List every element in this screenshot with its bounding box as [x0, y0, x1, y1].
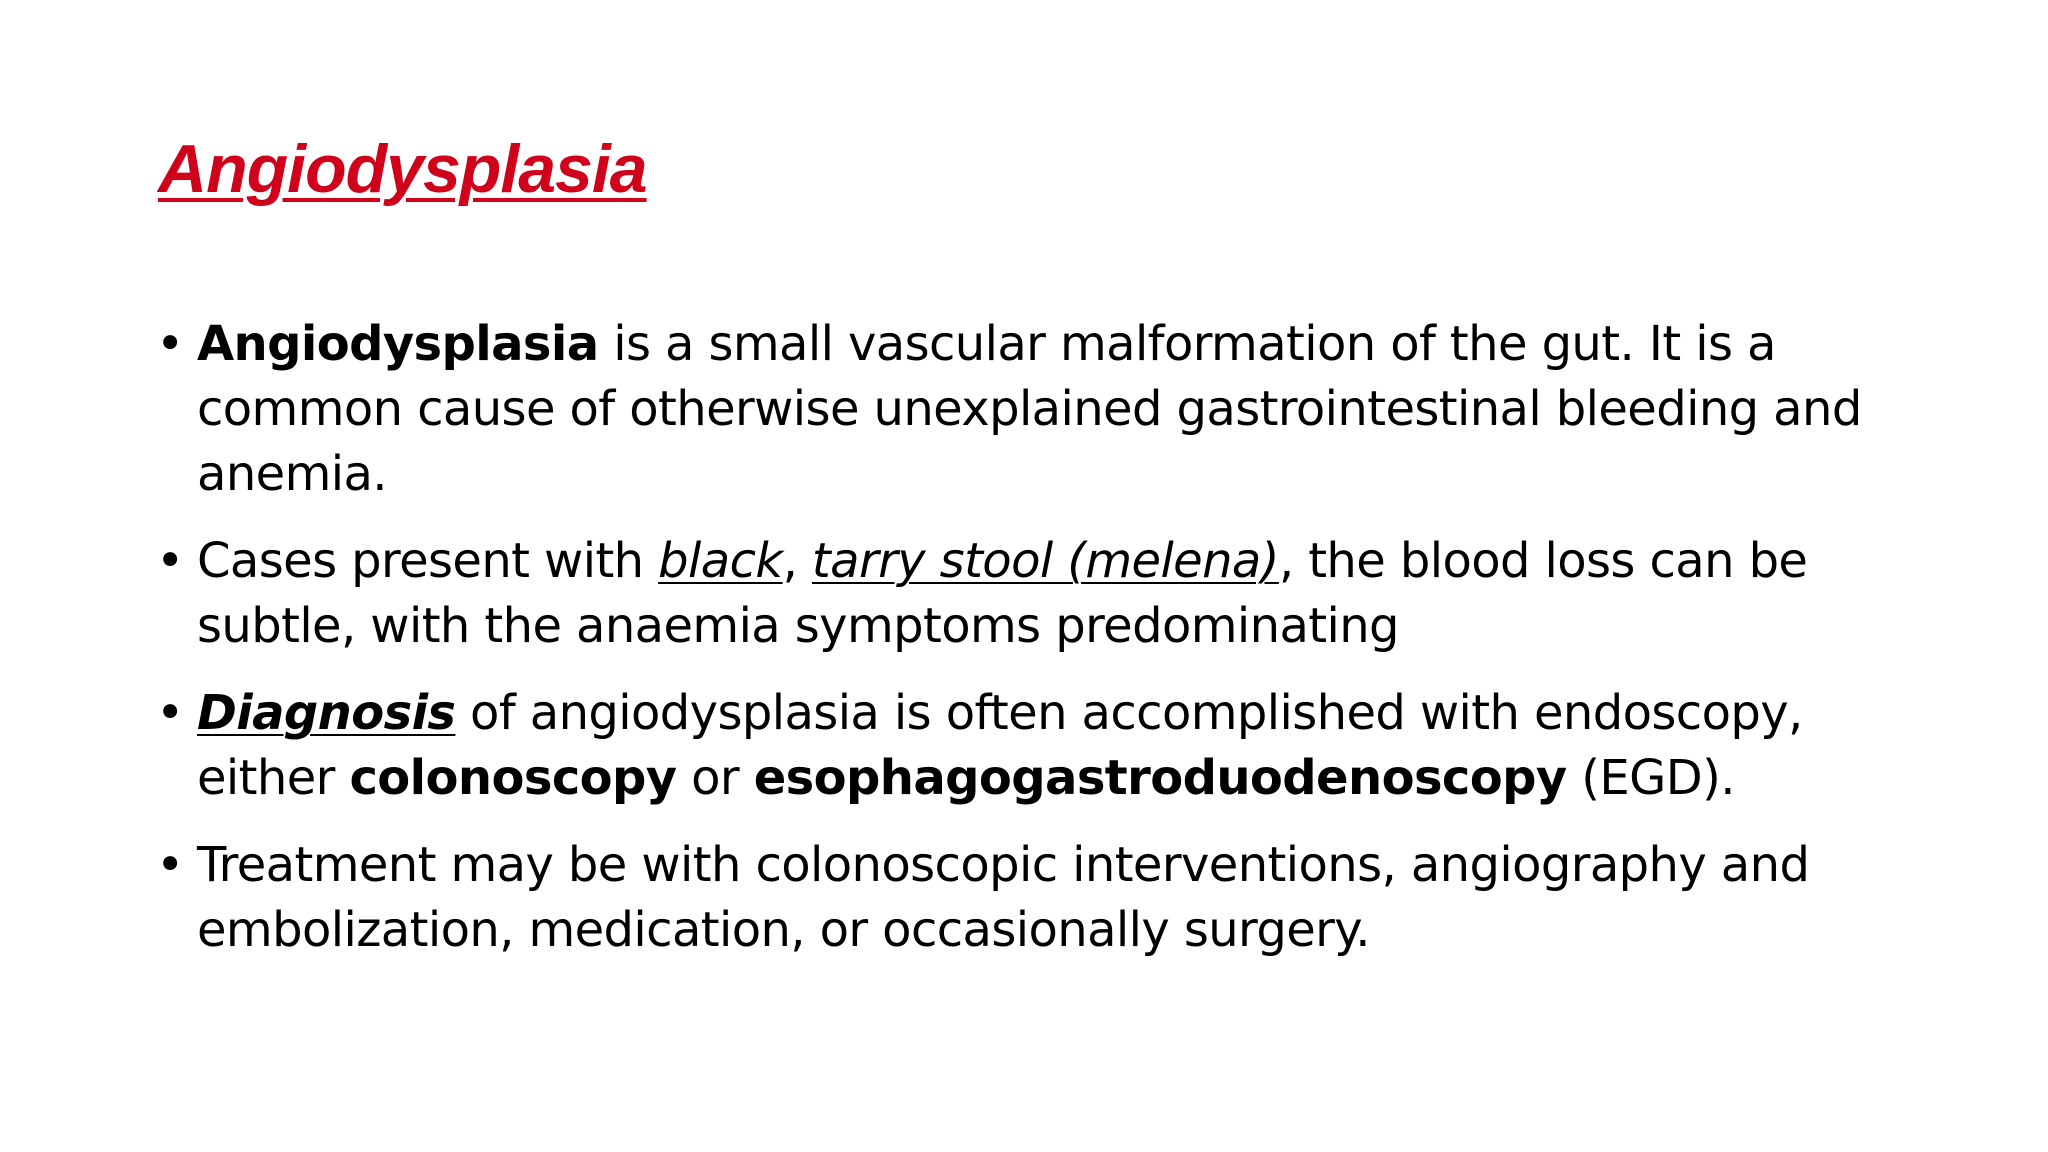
- bullet-item-definition: [156, 312, 1896, 507]
- bullet-text: is a small vascular malformation of the gut. It is a common cause of otherwise unexplained gastrointestinal bleeding and anemia.: [197, 316, 1862, 502]
- bullet-item-treatment: [156, 833, 1896, 963]
- bold-term: Angiodysplasia: [197, 316, 599, 372]
- bold-term-colonoscopy: colonoscopy: [349, 750, 677, 806]
- bullet-text: of angiodysplasia is often accomplished with endoscopy, either: [197, 685, 1803, 806]
- bullet-icon: •: [156, 837, 184, 893]
- bullet-item-diagnosis: [156, 681, 1896, 811]
- bullet-list: [156, 312, 1896, 985]
- slide-title: Angiodysplasia: [158, 131, 647, 207]
- bullet-icon: •: [156, 685, 184, 741]
- bullet-item-presentation: [156, 529, 1896, 659]
- bullet-text: Cases present with: [197, 533, 659, 589]
- bullet-text: (EGD).: [1566, 750, 1735, 806]
- emphasis-term-tarry-stool: tarry stool (melena): [811, 533, 1279, 589]
- bullet-text: , the blood loss can be subtle, with the anaemia symptoms predominating: [197, 533, 1808, 654]
- bullet-icon: •: [156, 533, 184, 589]
- bullet-text: or: [676, 750, 754, 806]
- emphasis-term-black: black: [658, 533, 783, 589]
- emphasis-term-diagnosis: Diagnosis: [197, 685, 456, 741]
- bullet-text: Treatment may be with colonoscopic interventions, angiography and embolization, medication, or occasionally surgery.: [197, 837, 1810, 958]
- bullet-text: ,: [782, 533, 812, 589]
- bullet-icon: •: [156, 316, 184, 372]
- bold-term-egd: esophagogastroduodenoscopy: [753, 750, 1567, 806]
